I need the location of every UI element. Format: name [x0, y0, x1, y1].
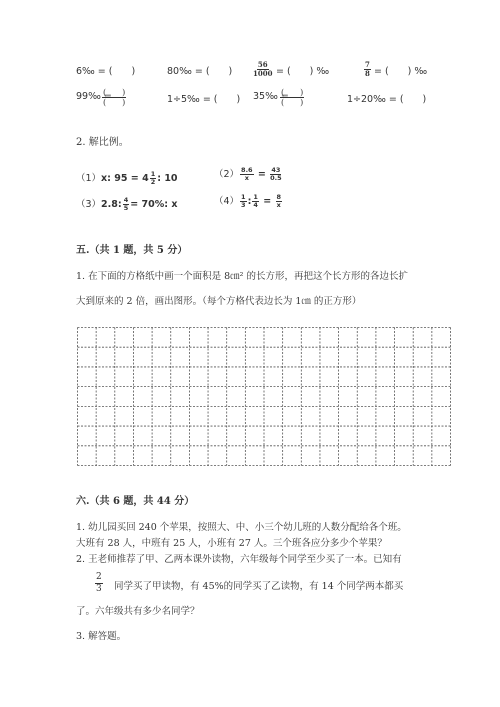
item-post: = 70%: x: [130, 199, 178, 210]
fraction-numerator: 8: [276, 193, 282, 201]
section6-line-5: 了。六年级共有多少名同学？: [76, 606, 200, 617]
colon-sign: :: [247, 196, 252, 207]
fraction-numerator: 1: [150, 170, 156, 178]
equals-sign: =: [263, 196, 272, 207]
section6-line-2: 大班有 28 人，中班有 25 人，小班有 27 人。三个班各应分多少个苹果？: [76, 538, 387, 549]
fraction-denominator: x: [276, 201, 281, 209]
fraction-denominator: 3: [241, 201, 246, 209]
section6-fraction: [95, 572, 103, 595]
section6-line-3: 2. 王老师推荐了甲、乙两本课外读物，六年级每个同学至少买了一本。已知有: [76, 554, 402, 565]
q2-item-2: [214, 166, 283, 182]
fraction-3: [276, 194, 283, 209]
fraction-numerator: 4: [123, 196, 129, 204]
fraction-1: [240, 194, 247, 209]
fraction-denominator: ( ): [103, 98, 126, 107]
section6-heading: 六.（共 6 题，共 44 分）: [76, 496, 195, 507]
q1-r1-c4-fraction: [364, 61, 371, 78]
q1-r1-c3-fraction: [253, 61, 272, 78]
grid-paper[interactable]: [77, 327, 451, 466]
q1-r1-c4-tail: = ( ) ‰: [374, 66, 428, 77]
fraction-numerator: 1: [241, 193, 246, 201]
fraction-numerator: 56: [257, 60, 268, 69]
fraction-numerator: ( ): [281, 88, 304, 97]
item-number: （1）: [76, 173, 102, 184]
q1-r1-c2: 80‰ = ( ): [167, 66, 233, 77]
item-post: : 10: [157, 173, 178, 184]
q2-item-4: [214, 193, 283, 209]
q1-r2-c1-lead: 99‰ =: [76, 91, 112, 102]
fraction-denominator: 3: [96, 584, 102, 594]
fraction-denominator: 4: [253, 201, 258, 209]
fraction-denominator: x: [244, 174, 249, 182]
fraction-denominator: 8: [365, 69, 370, 78]
item-number: （2）: [214, 169, 240, 180]
item-pre: x: 95 = 4: [101, 173, 149, 184]
equals-sign: =: [257, 169, 266, 180]
fraction-numerator: 1: [253, 193, 258, 201]
section5-line-2: 大到原来的 2 倍，画出图形。（每个方格代表边长为 1㎝ 的正方形）: [76, 296, 362, 307]
fraction-denominator: ( ): [281, 98, 304, 107]
q2-heading: 2. 解比例。: [76, 137, 129, 148]
fraction-denominator: 0.5: [270, 174, 282, 182]
item-pre: 2.8:: [101, 199, 122, 210]
fraction-numerator: 8.6: [241, 166, 253, 174]
section6-line-6: 3. 解答题。: [76, 631, 127, 642]
fraction-numerator: 2: [96, 572, 102, 582]
fraction-denominator: 1000: [253, 69, 273, 78]
mixed-fraction: [150, 171, 157, 186]
section5-heading: 五.（共 1 题，共 5 分）: [76, 245, 188, 256]
q1-r2-c1-fraction: [102, 88, 126, 107]
fraction-denominator: 5: [123, 204, 129, 212]
fraction: [123, 197, 130, 212]
q1-r2-c2: 1÷5‰ = ( ): [167, 94, 241, 105]
item-number: （4）: [214, 196, 240, 207]
q2-item-1: [76, 170, 178, 186]
q2-item-3: [76, 196, 177, 212]
item-number: （3）: [76, 199, 102, 210]
fraction-denominator: 2: [150, 178, 156, 186]
fraction-right: [270, 167, 282, 182]
q1-r2-c3-lead: 35‰ =: [253, 91, 289, 102]
section6-line-1: 1. 幼儿园买回 240 个苹果，按照大、中、小三个幼儿班的人数分配给各个班。: [76, 522, 407, 533]
section6-line-4: 同学买了甲读物，有 45%的同学买了乙读物，有 14 个同学两本都买: [114, 581, 404, 592]
fraction-left: [240, 167, 254, 182]
q1-r1-c1: 6‰ = ( ): [76, 66, 136, 77]
fraction-numerator: ( ): [103, 88, 126, 97]
fraction-2: [252, 194, 259, 209]
fraction-numerator: 43: [271, 166, 281, 174]
section5-line-1: 1. 在下面的方格纸中画一个面积是 8㎝² 的长方形，再把这个长方形的各边长扩: [76, 271, 408, 282]
q1-r2-c3-fraction: [280, 88, 304, 107]
q1-r1-c3-tail: = ( ) ‰: [276, 66, 330, 77]
fraction-numerator: 7: [365, 60, 370, 69]
q1-r2-c4: 1÷20‰ = ( ): [347, 94, 427, 105]
